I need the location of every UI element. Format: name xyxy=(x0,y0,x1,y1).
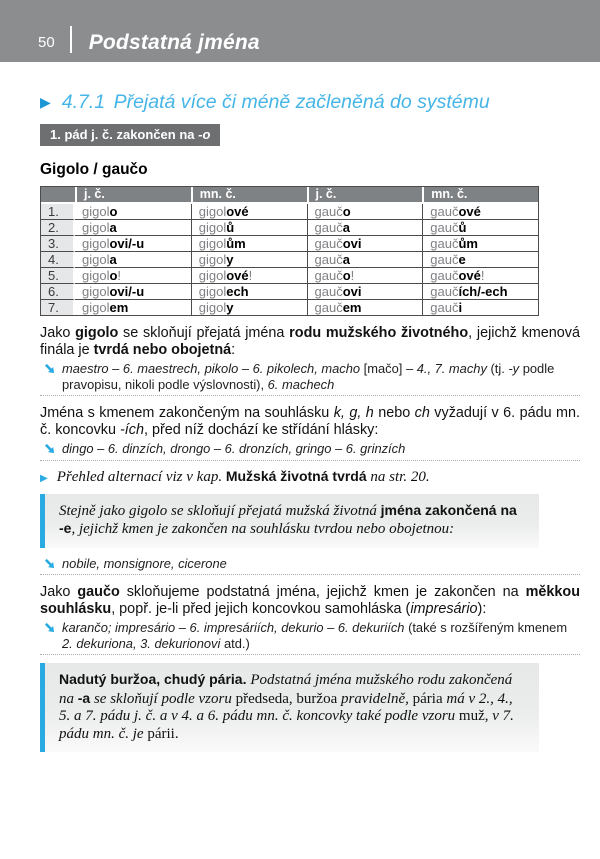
example-text: nobile, monsignore, cicerone xyxy=(62,555,227,571)
table-row xyxy=(41,284,538,300)
declension-cell: gigolo xyxy=(75,204,191,220)
cross-reference-note xyxy=(40,468,580,486)
info-box xyxy=(40,494,539,548)
table-row xyxy=(41,300,538,315)
dotted-divider xyxy=(40,574,580,575)
arrow-se-icon xyxy=(44,622,55,633)
declension-cell: gigolové xyxy=(191,204,307,220)
declension-cell: gigolové! xyxy=(191,268,307,284)
table-body xyxy=(41,204,538,315)
example-text: maestro – 6. maestrech, pikolo – 6. pikolech, macho [mačo] – 4., 7. machy (tj. -y podle pravopisu, nikoli podle výslovnosti), 6. machech xyxy=(62,361,555,392)
case-number-cell: 1. xyxy=(41,204,75,220)
declension-cell: gigolovi/-u xyxy=(75,284,191,300)
declension-cell: gaučovi xyxy=(307,284,423,300)
declension-cell: gigolech xyxy=(191,284,307,300)
paragraph: Jména s kmenem zakončeným na souhlásku k, g, h nebo ch vyžadují v 6. pádu mn. č. koncovku -ích, před níž dochází ke střídání hlásky: xyxy=(40,405,581,438)
page-number: 50 xyxy=(38,34,55,51)
declension-cell: gigoly xyxy=(191,252,307,268)
declension-cell: gaučem xyxy=(307,300,423,315)
case-number-cell: 2. xyxy=(41,220,75,236)
example-item xyxy=(44,441,580,457)
section-number: 4.7.1 xyxy=(61,91,106,113)
note-text: Přehled alternací viz v kap. Mužská životná tvrdá na str. 20. xyxy=(56,467,430,485)
case-number-cell: 6. xyxy=(41,284,75,300)
declension-cell: gaučové! xyxy=(422,268,538,284)
case-number-cell: 5. xyxy=(41,268,75,284)
column-header: mn. č. xyxy=(191,187,307,204)
table-row xyxy=(41,204,538,220)
declension-cell: gigolovi/-u xyxy=(75,236,191,252)
triangle-icon: ▶ xyxy=(40,94,51,111)
triangle-icon: ▶ xyxy=(40,472,48,484)
declension-cell: gaučích/-ech xyxy=(422,284,538,300)
case-number-cell: 7. xyxy=(41,300,75,315)
dotted-divider xyxy=(40,460,580,461)
dotted-divider xyxy=(40,395,580,396)
table-corner-cell xyxy=(41,187,75,204)
section-title: Přejatá více či méně začleněná do systému xyxy=(113,91,490,113)
example-text: dingo – 6. dinzích, drongo – 6. dronzích, gringo – 6. grinzích xyxy=(62,441,406,457)
table-header-row xyxy=(41,187,538,204)
page-content xyxy=(0,91,600,752)
example-item xyxy=(44,620,580,651)
column-header: mn. č. xyxy=(422,187,538,204)
declension-cell: gigola xyxy=(75,252,191,268)
case-label: 1. pád j. č. zakončen na -o xyxy=(40,124,220,146)
section-heading-text xyxy=(62,91,490,113)
section-heading xyxy=(40,91,580,113)
arrow-se-icon xyxy=(44,558,55,569)
declension-cell: gigolo! xyxy=(75,268,191,284)
declension-cell: gigolů xyxy=(191,220,307,236)
header-divider xyxy=(70,26,72,53)
page-header-band xyxy=(0,0,600,62)
declension-cell: gaučů xyxy=(422,220,538,236)
column-header: j. č. xyxy=(75,187,191,204)
example-item xyxy=(44,556,580,572)
declension-cell: gauči xyxy=(422,300,538,315)
paragraph: Jako gaučo skloňujeme podstatná jména, jejichž kmen je zakončen na měkkou souhlásku, popř. je-li před jejich koncovkou samohláska (impresário): xyxy=(40,584,580,617)
info-box-text: Stejně jako gigolo se skloňují přejatá mužská životná jména zakončená na -e, jejichž kmen je zakončen na souhlásku tvrdou nebo obojetnou: xyxy=(59,501,517,538)
arrow-se-icon xyxy=(44,363,55,374)
dotted-divider xyxy=(40,654,580,655)
case-number-cell: 4. xyxy=(41,252,75,268)
declension-cell: gigolem xyxy=(82,300,129,316)
declension-cell: gauča xyxy=(307,252,423,268)
declension-cell: gauča xyxy=(307,220,423,236)
declension-cell: gigoly xyxy=(191,300,307,315)
declension-cell: gauče xyxy=(422,252,538,268)
paragraph: Jako gigolo se skloňují přejatá jména rodu mužského životného, jejichž kmenová finála je tvrdá nebo obojetná: xyxy=(40,325,580,358)
table-row xyxy=(41,236,538,252)
declension-cell: gaučo! xyxy=(307,268,423,284)
chapter-title: Podstatná jména xyxy=(88,31,260,54)
table-row xyxy=(41,268,538,284)
declension-cell: gaučům xyxy=(422,236,538,252)
declension-cell: gaučovi xyxy=(307,236,423,252)
declension-cell: gigola xyxy=(75,220,191,236)
example-item xyxy=(44,361,580,392)
declension-cell: gaučo xyxy=(307,204,423,220)
table-title: Gigolo / gaučo xyxy=(40,161,148,179)
info-box-text: Nadutý buržoa, chudý pária. Podstatná jména mužského rodu zakončená na -a se skloňují podle vzoru předseda, buržoa pravidelně, pária má v 2., 4., 5. a 7. pádu j. č. a v 4. a 6. pádu mn. č. koncovky také podle vzoru muž, v 7. pádu mn. č. je párii. xyxy=(59,671,514,742)
example-text: karančo; impresário – 6. impresáriích, dekurio – 6. dekuriích (také s rozšířeným kmenem 2. dekuriona, 3. dekurionovi atd.) xyxy=(62,620,568,651)
table-row xyxy=(41,220,538,236)
column-header: j. č. xyxy=(307,187,423,204)
case-number-cell: 3. xyxy=(41,236,75,252)
declension-cell: gaučové xyxy=(422,204,538,220)
arrow-se-icon xyxy=(44,443,55,454)
declension-table xyxy=(40,186,539,316)
declension-cell: gigolům xyxy=(191,236,307,252)
info-box xyxy=(40,663,539,752)
table-row xyxy=(41,252,538,268)
